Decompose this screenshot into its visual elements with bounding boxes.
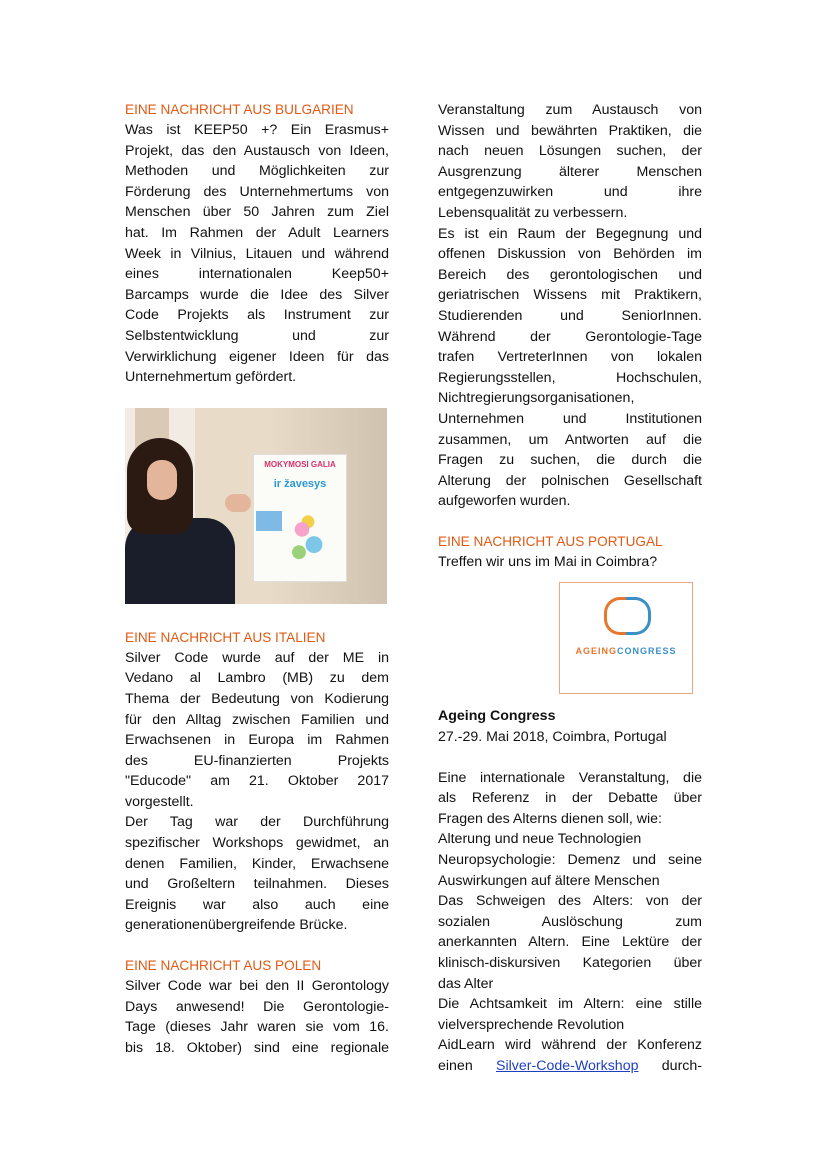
text-line: AidLearn wird während der Konferenz bbox=[438, 1037, 702, 1054]
text-line: geriatrischen Wissens mit Praktikern, bbox=[438, 287, 702, 304]
text-line: generationenübergreifende Brücke. bbox=[125, 917, 348, 934]
text-line: Days anwesend! Die Gerontologie- bbox=[125, 998, 389, 1015]
text-line: Förderung des Unternehmertums von bbox=[125, 183, 389, 200]
text-line: zusammen, um Antworten auf die bbox=[438, 431, 702, 448]
text-line: Lebensqualität zu verbessern. bbox=[438, 204, 628, 221]
text-line: Vedano al Lambro (MB) zu dem bbox=[125, 670, 389, 687]
logo-text-ageing: AGEING bbox=[575, 646, 617, 657]
event-title: Ageing Congress bbox=[438, 708, 556, 725]
text-line: Eine internationale Veranstaltung, die bbox=[438, 769, 702, 786]
text-line: Week in Vilnius, Litauen und während bbox=[125, 245, 389, 262]
text-line: Alterung und neue Technologien bbox=[438, 831, 642, 848]
text-line: Barcamps wurde die Idee des Silver bbox=[125, 286, 389, 303]
heading-italy: EINE NACHRICHT AUS ITALIEN bbox=[125, 629, 326, 645]
text-line: Fragen des Alterns dienen soll, wie: bbox=[438, 810, 662, 827]
text-line: sozialen Auslöschung zum bbox=[438, 913, 702, 930]
text-line: Unternehmen und Institutionen bbox=[438, 410, 702, 427]
text-line: Unternehmertum gefördert. bbox=[125, 369, 297, 386]
right-column bbox=[438, 100, 702, 1077]
text-line: Ausgrenzung älterer Menschen bbox=[438, 163, 702, 180]
text-line: Erwachsenen in Europa im Rahmen bbox=[125, 732, 389, 749]
text-line: bis 18. Oktober) sind eine regionale bbox=[125, 1039, 389, 1056]
text-line: als Referenz in der Debatte über bbox=[438, 790, 702, 807]
portugal-last-line bbox=[438, 1056, 702, 1077]
event-date: 27.-29. Mai 2018, Coimbra, Portugal bbox=[438, 729, 667, 746]
text-line: hat. Im Rahmen der Adult Learners bbox=[125, 224, 389, 241]
text-line: Code Projekts als Instrument zur bbox=[125, 307, 389, 324]
silver-code-workshop-link[interactable]: Silver-Code-Workshop bbox=[496, 1057, 639, 1074]
poster-title: MOKYMOSI GALIA bbox=[264, 459, 336, 469]
last-line-pre: einen bbox=[438, 1057, 497, 1074]
left-column bbox=[125, 100, 389, 1058]
text-line: Veranstaltung zum Austausch von bbox=[438, 102, 702, 118]
logo-text-congress: CONGRESS bbox=[617, 646, 677, 657]
text-line: offenen Diskussion von Behörden im bbox=[438, 246, 702, 263]
text-line: Selbstentwicklung und zur bbox=[125, 327, 389, 344]
portugal-intro: Treffen wir uns im Mai in Coimbra? bbox=[438, 553, 658, 570]
text-line: Alterung der polnischen Gesellschaft bbox=[438, 472, 702, 489]
text-line: Nichtregierungsorganisationen, bbox=[438, 390, 635, 407]
poland-continued-text bbox=[438, 100, 702, 512]
text-line: klinisch-diskursiven Kategorien über bbox=[438, 955, 702, 971]
text-line: des EU-finanzierten Projekts bbox=[125, 752, 389, 769]
portugal-text bbox=[438, 768, 702, 1056]
text-line: Das Schweigen des Alters: von der bbox=[438, 893, 702, 910]
text-line: Regierungsstellen, Hochschulen, bbox=[438, 369, 702, 386]
text-line: Projekt, das den Austausch von Ideen, bbox=[125, 142, 389, 159]
text-line: Thema der Bedeutung von Kodierung bbox=[125, 690, 389, 707]
text-line: vorgestellt. bbox=[125, 793, 194, 810]
ageing-congress-logo bbox=[559, 582, 693, 694]
text-line: Bereich des gerontologischen und bbox=[438, 266, 702, 283]
poland-text bbox=[125, 976, 389, 1058]
photo-woman-with-poster bbox=[125, 408, 387, 604]
text-line: Tage (dieses Jahr waren sie vom 16. bbox=[125, 1019, 389, 1036]
heading-poland: EINE NACHRICHT AUS POLEN bbox=[125, 958, 322, 974]
text-line: für den Alltag zwischen Familien und bbox=[125, 711, 389, 728]
italy-text bbox=[125, 648, 389, 936]
heading-bulgaria: EINE NACHRICHT AUS BULGARIEN bbox=[125, 102, 354, 117]
text-line: Methoden und Möglichkeiten zur bbox=[125, 163, 389, 180]
poster bbox=[253, 454, 347, 582]
text-line: Silver Code war bei den II Gerontology bbox=[125, 978, 389, 995]
text-line: Auswirkungen auf ältere Menschen bbox=[438, 872, 660, 889]
text-line: aufgeworfen wurden. bbox=[438, 493, 571, 510]
text-line: Der Tag war der Durchführung bbox=[125, 814, 389, 831]
text-line: "Educode" am 21. Oktober 2017 bbox=[125, 773, 389, 790]
text-line: Menschen über 50 Jahren zum Ziel bbox=[125, 204, 389, 221]
text-line: Fragen zu suchen, die durch die bbox=[438, 452, 702, 469]
text-line: Studierenden und SeniorInnen. bbox=[438, 307, 702, 324]
text-line: das Alter bbox=[438, 975, 494, 992]
last-line-post: durch- bbox=[638, 1057, 703, 1074]
text-line: und Großeltern teilnahmen. Dieses bbox=[125, 876, 389, 893]
text-line: Wissen und bewährten Praktiken, die bbox=[438, 122, 702, 139]
text-line: entgegenzuwirken und ihre bbox=[438, 184, 702, 201]
text-line: trafen VertreterInnen von lokalen bbox=[438, 349, 702, 366]
poster-subtitle: ir žavesys bbox=[273, 477, 327, 490]
heading-portugal: EINE NACHRICHT AUS PORTUGAL bbox=[438, 533, 663, 549]
text-line: spezifischer Workshops gewidmet, an bbox=[125, 835, 389, 852]
text-line: anerkannten Altern. Eine Lektüre der bbox=[438, 934, 702, 951]
gear-icon bbox=[626, 597, 651, 635]
text-line: vielversprechende Revolution bbox=[438, 1016, 625, 1033]
text-line: Silver Code wurde auf der ME in bbox=[125, 649, 389, 666]
text-line: Neuropsychologie: Demenz und seine bbox=[438, 852, 702, 869]
text-line: nach neuen Lösungen suchen, der bbox=[438, 143, 702, 160]
text-line: denen Familien, Kinder, Erwachsene bbox=[125, 855, 389, 872]
text-line: Es ist ein Raum der Begegnung und bbox=[438, 225, 702, 242]
text-line: Was ist KEEP50 +? Ein Erasmus+ bbox=[125, 122, 389, 138]
text-line: Die Achtsamkeit im Altern: eine stille bbox=[438, 996, 702, 1013]
text-line: eines internationalen Keep50+ bbox=[125, 266, 389, 283]
text-line: Verwirklichung eigener Ideen für das bbox=[125, 348, 389, 365]
text-line: Während der Gerontologie-Tage bbox=[438, 328, 702, 345]
text-line: Ereignis war also auch eine bbox=[125, 896, 389, 913]
bulgaria-text bbox=[125, 120, 389, 388]
